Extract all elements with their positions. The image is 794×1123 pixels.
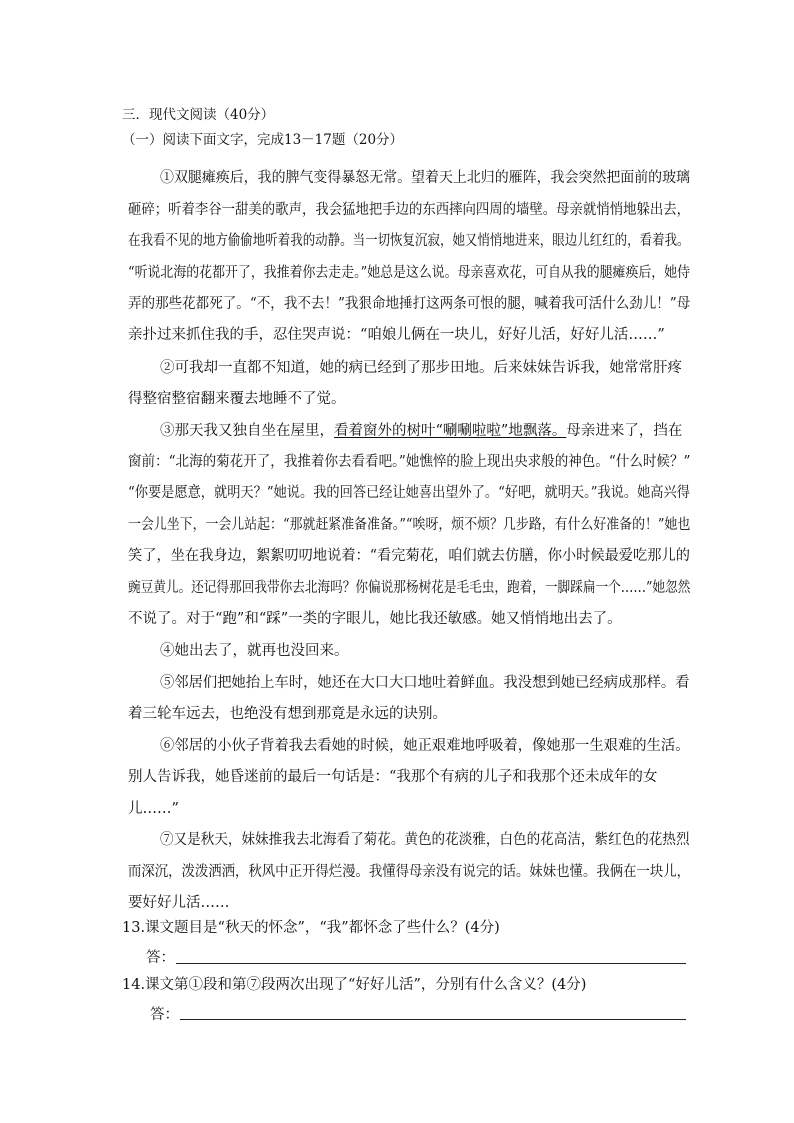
passage-line: ⑦又是秋天，妹妹推我去北海看了菊花。黄色的花淡雅，白色的花高洁，紫红色的花热烈: [160, 832, 690, 848]
passage-line: 要好好儿活……: [128, 895, 230, 911]
question-14: 14.课文第①段和第⑦段两次出现了“好好儿活”，分别有什么含义？(4分): [122, 977, 587, 993]
passage-line: ⑤邻居们把她抬上车时，她还在大口大口地吐着鲜血。我没想到她已经病成那样。看: [160, 675, 690, 691]
passage-line: ⑥邻居的小伙子背着我去看她的时候，她正艰难地呼吸着，像她那一生艰难的生活。: [160, 738, 690, 754]
passage-segment: ③那天我又独自坐在屋里，: [160, 423, 334, 439]
passage-line: 不说了。对于“跑”和“踩”一类的字眼儿，她比我还敏感。她又悄悄地出去了。: [128, 611, 622, 627]
passage-line: 窗前：“北海的菊花开了，我推着你去看看吧。”她憔悴的脸上现出央求般的神色。“什么时候？”: [128, 454, 691, 470]
passage-line: 亲扑过来抓住我的手，忍住哭声说：“咱娘儿俩在一块儿，好好儿活，好好儿活……”: [128, 327, 665, 343]
question-13: 13.课文题目是“秋天的怀念”，“我”都怀念了些什么？(4分): [122, 920, 500, 936]
passage-line: 一会儿坐下，一会儿站起：“那就赶紧准备准备。”“唉呀，烦不烦？几步路，有什么好准备的！”她也: [128, 517, 691, 533]
passage-line: ①双腿瘫痪后，我的脾气变得暴怒无常。望着天上北归的雁阵，我会突然把面前的玻璃: [160, 170, 691, 186]
answer-line-14[interactable]: [180, 1019, 686, 1020]
passage-line: 笑了，坐在我身边，絮絮叨叨地说着：“看完菊花，咱们就去仿膳，你小时候最爱吃那儿的: [128, 548, 690, 564]
passage-line: 而深沉，泼泼洒洒，秋风中正开得烂漫。我懂得母亲没有说完的话。妹妹也懂。我俩在一块儿，: [128, 864, 690, 880]
section-title: 三．现代文阅读（40分）: [122, 107, 275, 123]
passage-line: 儿……”: [128, 801, 179, 817]
passage-line: 着三轮车远去，也绝没有想到那竟是永远的诀别。: [128, 706, 447, 722]
passage-line: 在我看不见的地方偷偷地听着我的动静。当一切恢复沉寂，她又悄悄地进来，眼边儿红红的，看着我。: [128, 233, 690, 249]
answer-label-13: 答：: [146, 950, 175, 966]
passage-line: ②可我却一直都不知道，她的病已经到了那步田地。后来妹妹告诉我，她常常肝疼: [160, 360, 682, 376]
passage-line: 得整宿整宿翻来覆去地睡不了觉。: [128, 391, 346, 407]
passage-line: “你要是愿意，就明天？”她说。我的回答已经让她喜出望外了。“好吧，就明天。”我说。她高兴得: [128, 485, 690, 501]
passage-line: 别人告诉我，她昏迷前的最后一句话是：“我那个有病的儿子和我那个还未成年的女: [128, 769, 658, 785]
part-title: （一）阅读下面文字，完成13－17题（20分）: [122, 132, 404, 148]
answer-label-14: 答：: [150, 1007, 179, 1023]
passage-line: 砸碎；听着李谷一甜美的歌声，我会猛地把手边的东西摔向四周的墙壁。母亲就悄悄地躲出去，: [128, 202, 690, 218]
underlined-sentence: 看着窗外的树叶“唰唰啦啦”地飘落。: [334, 423, 567, 439]
passage-line: 弄的那些花都死了。“不，我不去！”我狠命地捶打这两条可恨的腿，喊着我可活什么劲儿！”母: [128, 296, 691, 312]
passage-line: [160, 421, 682, 441]
passage-segment: 母亲进来了，挡在: [566, 423, 683, 439]
answer-line-13[interactable]: [176, 963, 686, 964]
passage-line: “听说北海的花都开了，我推着你去走走。”她总是这么说。母亲喜欢花，可自从我的腿瘫痪后，她侍: [128, 265, 691, 281]
passage-line: 豌豆黄儿。还记得那回我带你去北海吗？你偏说那杨树花是毛毛虫，跑着，一脚踩扁一个……”她忽然: [128, 580, 691, 596]
passage-line: ④她出去了，就再也没回来。: [160, 643, 349, 659]
